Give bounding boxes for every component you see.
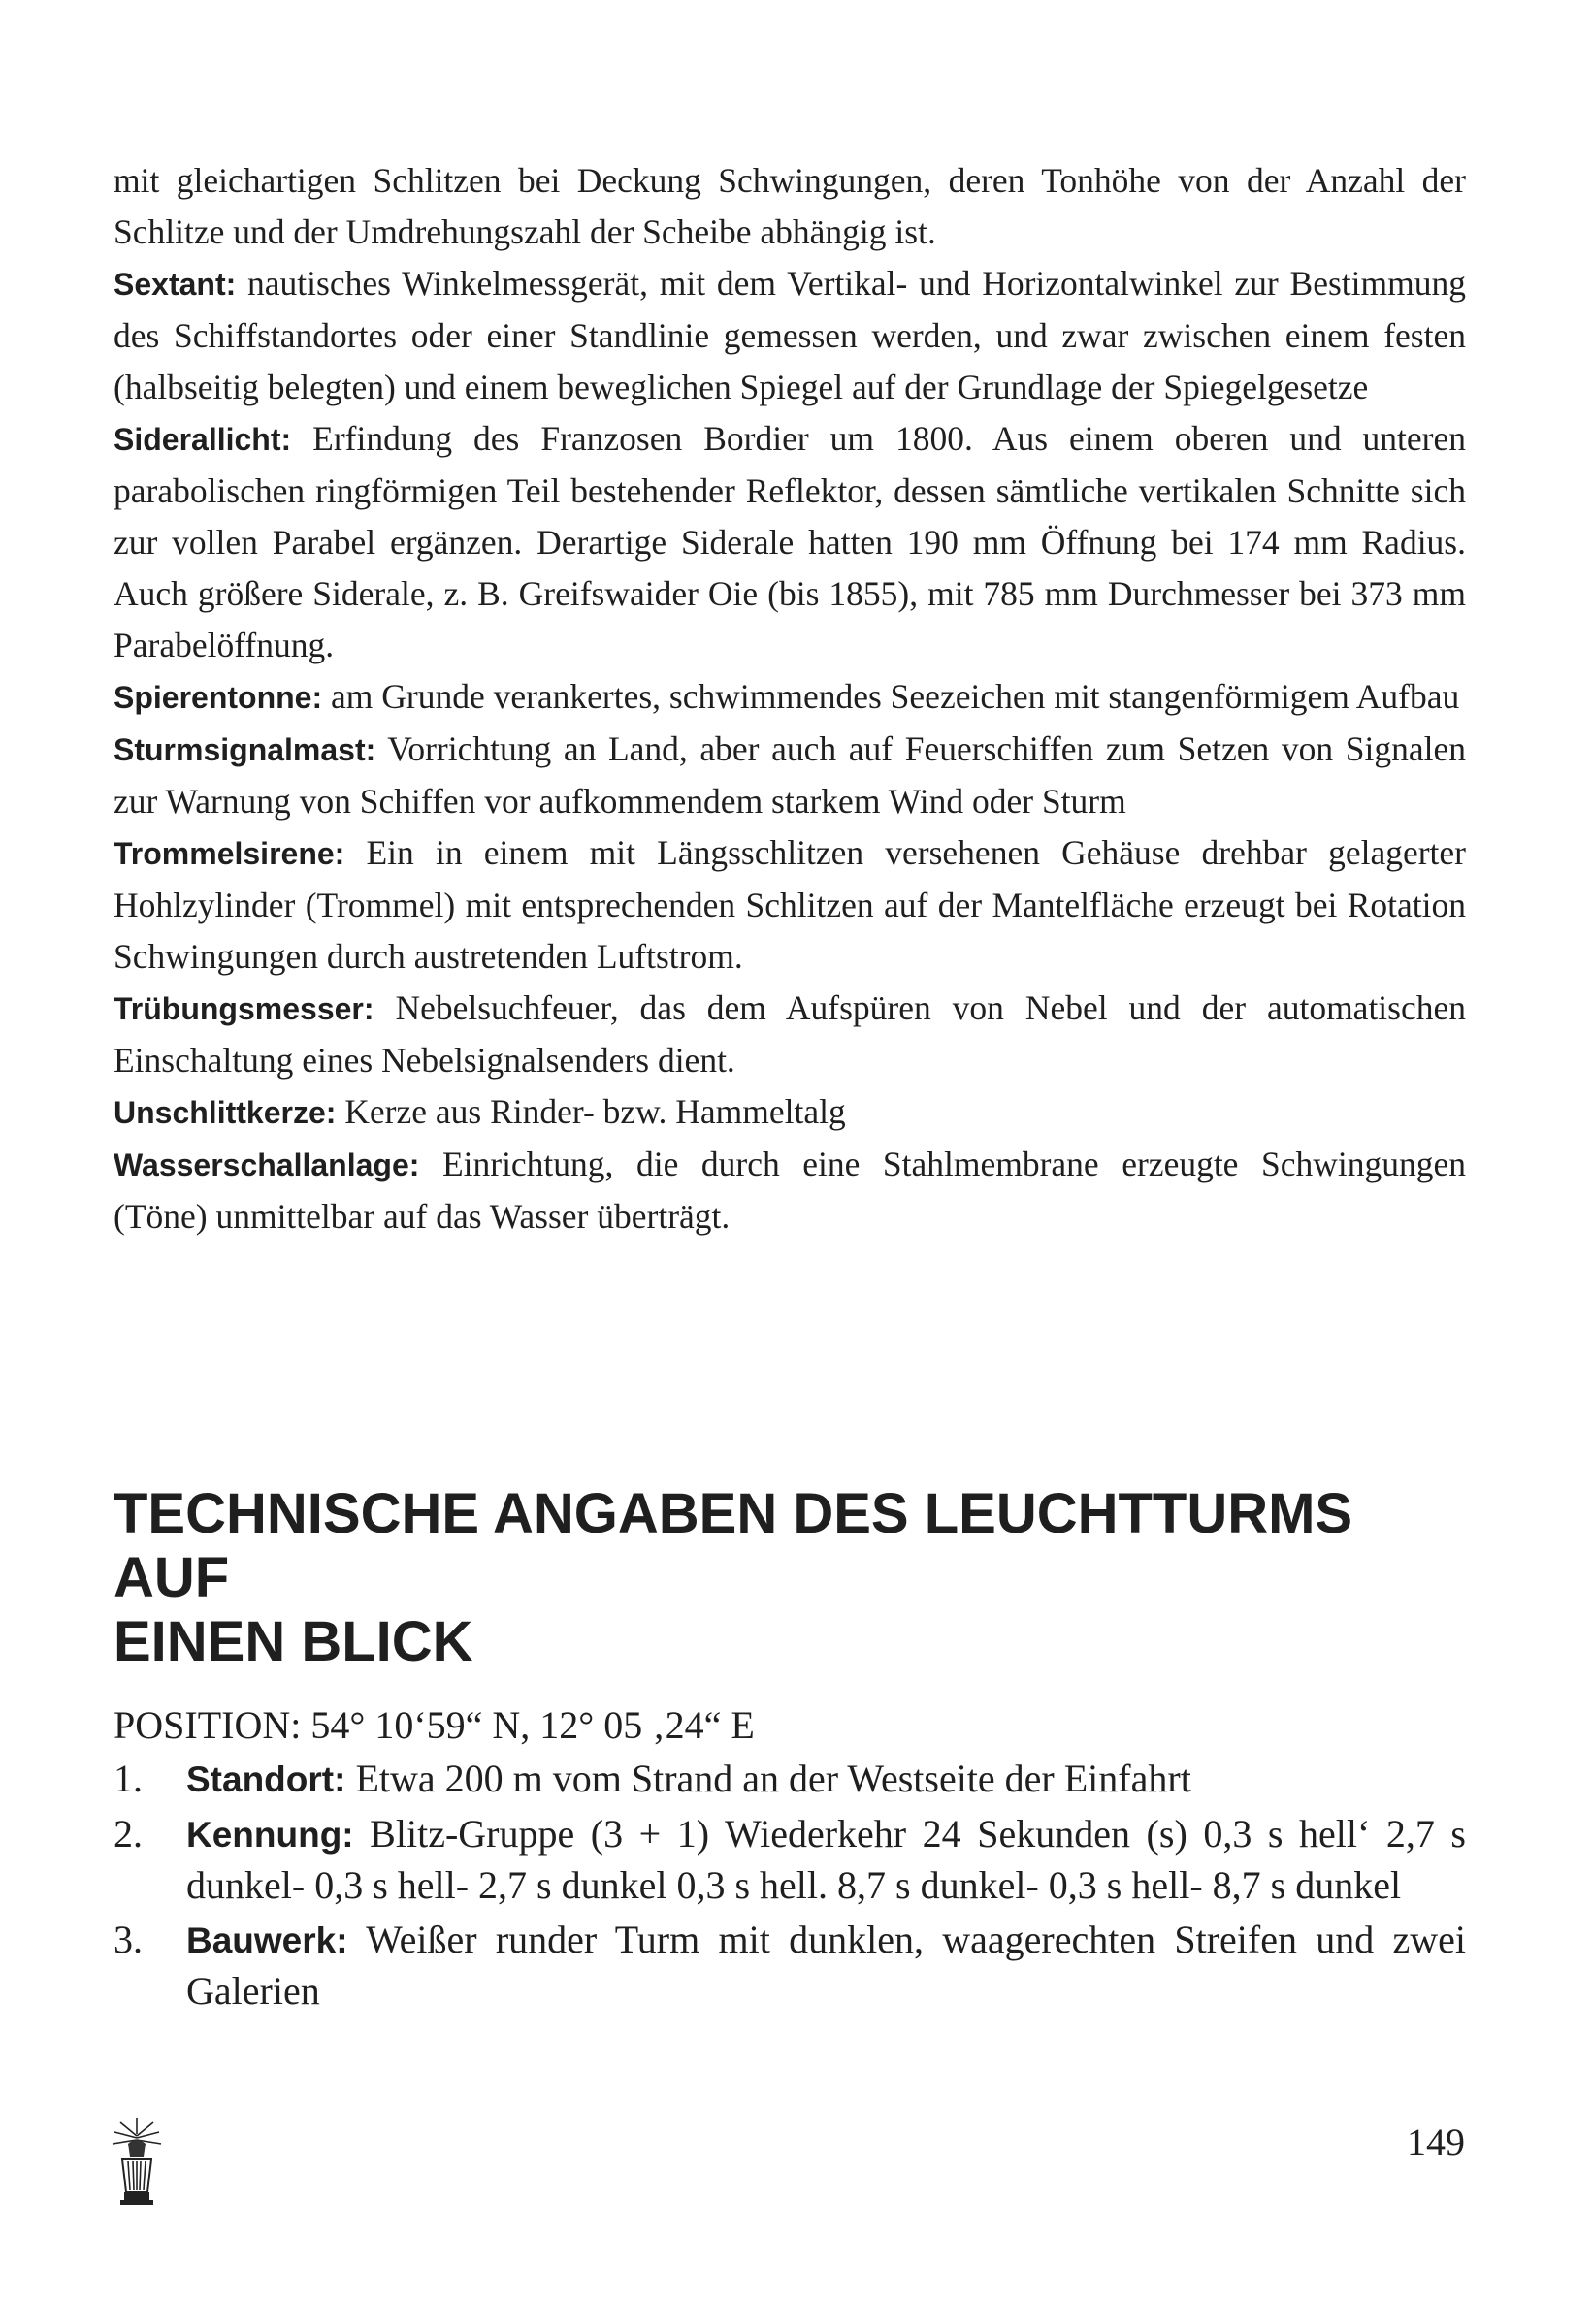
list-text (186, 1809, 1466, 1911)
glossary-definition: am Grunde verankertes, schwimmendes Seezeichen mit stangenförmigem Aufbau (322, 677, 1460, 716)
list-description: Etwa 200 m vom Strand an der Westseite der Einfahrt (345, 1757, 1191, 1800)
position-line: POSITION: 54° 10‘59“ N, 12° 05 ‚24“ E (114, 1703, 755, 1747)
list-text (186, 1754, 1466, 1805)
list-text (186, 1915, 1466, 2017)
glossary-definition: Vorrichtung an Land, aber auch auf Feuerschiffen zum Setzen von Signalen zur Warnung von Schiffen vor aufkommendem starkem Wind oder Sturm (114, 729, 1466, 821)
glossary-definition: Einrichtung, die durch eine Stahlmembrane erzeugte Schwingungen (Töne) unmittelbar auf das Wasser überträgt. (114, 1145, 1466, 1236)
technical-list (114, 1754, 1466, 2020)
glossary-section (114, 155, 1466, 1243)
section-title (114, 1482, 1472, 1674)
glossary-intro: mit gleichartigen Schlitzen bei Deckung Schwingungen, deren Tonhöhe von der Anzahl der Schlitze und der Umdrehungszahl der Scheibe abhängig ist. (114, 161, 1466, 251)
list-term: Standort: (186, 1759, 346, 1799)
list-number: 2. (114, 1812, 143, 1856)
list-term: Bauwerk: (186, 1921, 348, 1960)
glossary-entry (114, 724, 1466, 827)
glossary-term: Unschlittkerze: (114, 1095, 337, 1130)
glossary-definition: nautisches Winkelmessgerät, mit dem Vertikal- und Horizontalwinkel zur Bestimmung des Schiffstandortes oder einer Standlinie gemessen werden, und zwar zwischen einem festen (halbseitig belegten) und einem beweglichen Spiegel auf der Grundlage der Spiegelgesetze (114, 264, 1466, 406)
list-term: Kennung: (186, 1815, 354, 1855)
list-description: Weißer runder Turm mit dunklen, waagerechten Streifen und zwei Galerien (186, 1918, 1466, 2013)
list-number: 1. (114, 1757, 143, 1800)
glossary-term: Sextant: (114, 267, 237, 302)
glossary-entry (114, 1139, 1466, 1243)
page-number: 149 (1407, 2120, 1465, 2164)
glossary-term: Siderallicht: (114, 422, 292, 457)
glossary-entry (114, 1086, 1466, 1139)
glossary-definition: Erfindung des Franzosen Bordier um 1800. Aus einem oberen und unteren parabolischen ringförmigen Teil bestehender Reflektor, dessen sämtliche vertikalen Schnitte sich zur vollen Parabel ergänzen. Derartige Siderale hatten 190 mm Öffnung bei 174 mm Radius. Auch größere Siderale, z. B. Greifswaider Oie (bis 1855), mit 785 mm Durchmesser bei 373 mm Parabelöffnung. (114, 419, 1466, 664)
lighthouse-lamp-emblem-icon (109, 2114, 165, 2207)
glossary-definition: Kerze aus Rinder- bzw. Hammeltalg (336, 1092, 846, 1131)
list-item (114, 1809, 1466, 1911)
glossary-term: Sturmsignalmast: (114, 732, 376, 767)
list-item (114, 1754, 1466, 1805)
glossary-definition: Ein in einem mit Längsschlitzen versehenen Gehäuse drehbar gelagerter Hohlzylinder (Trommel) mit entsprechenden Schlitzen auf der Mantelfläche erzeugt bei Rotation Schwingungen durch austretenden Luftstrom. (114, 833, 1466, 976)
glossary-entry (114, 983, 1466, 1086)
glossary-term: Trübungsmesser: (114, 991, 374, 1026)
glossary-entry (114, 671, 1466, 724)
section-title-line: TECHNISCHE ANGABEN DES LEUCHTTURMS AUF (114, 1482, 1353, 1609)
glossary-entry (114, 413, 1466, 671)
section-title-line: EINEN BLICK (114, 1610, 473, 1673)
list-number: 3. (114, 1918, 143, 1961)
glossary-entry (114, 827, 1466, 983)
glossary-entry (114, 258, 1466, 413)
glossary-term: Wasserschallanlage: (114, 1147, 420, 1182)
glossary-term: Spierentonne: (114, 680, 323, 715)
glossary-definition: Nebelsuchfeuer, das dem Aufspüren von Nebel und der automatischen Einschaltung eines Nebelsignalsenders dient. (114, 988, 1466, 1080)
list-description: Blitz-Gruppe (3 + 1) Wiederkehr 24 Sekunden (s) 0,3 s hell‘ 2,7 s dunkel- 0,3 s hell- 2,7 s dunkel 0,3 s hell. 8,7 s dunkel- 0,3 s hell- 8,7 s dunkel (186, 1812, 1466, 1907)
glossary-term: Trommelsirene: (114, 836, 345, 871)
list-item (114, 1915, 1466, 2017)
